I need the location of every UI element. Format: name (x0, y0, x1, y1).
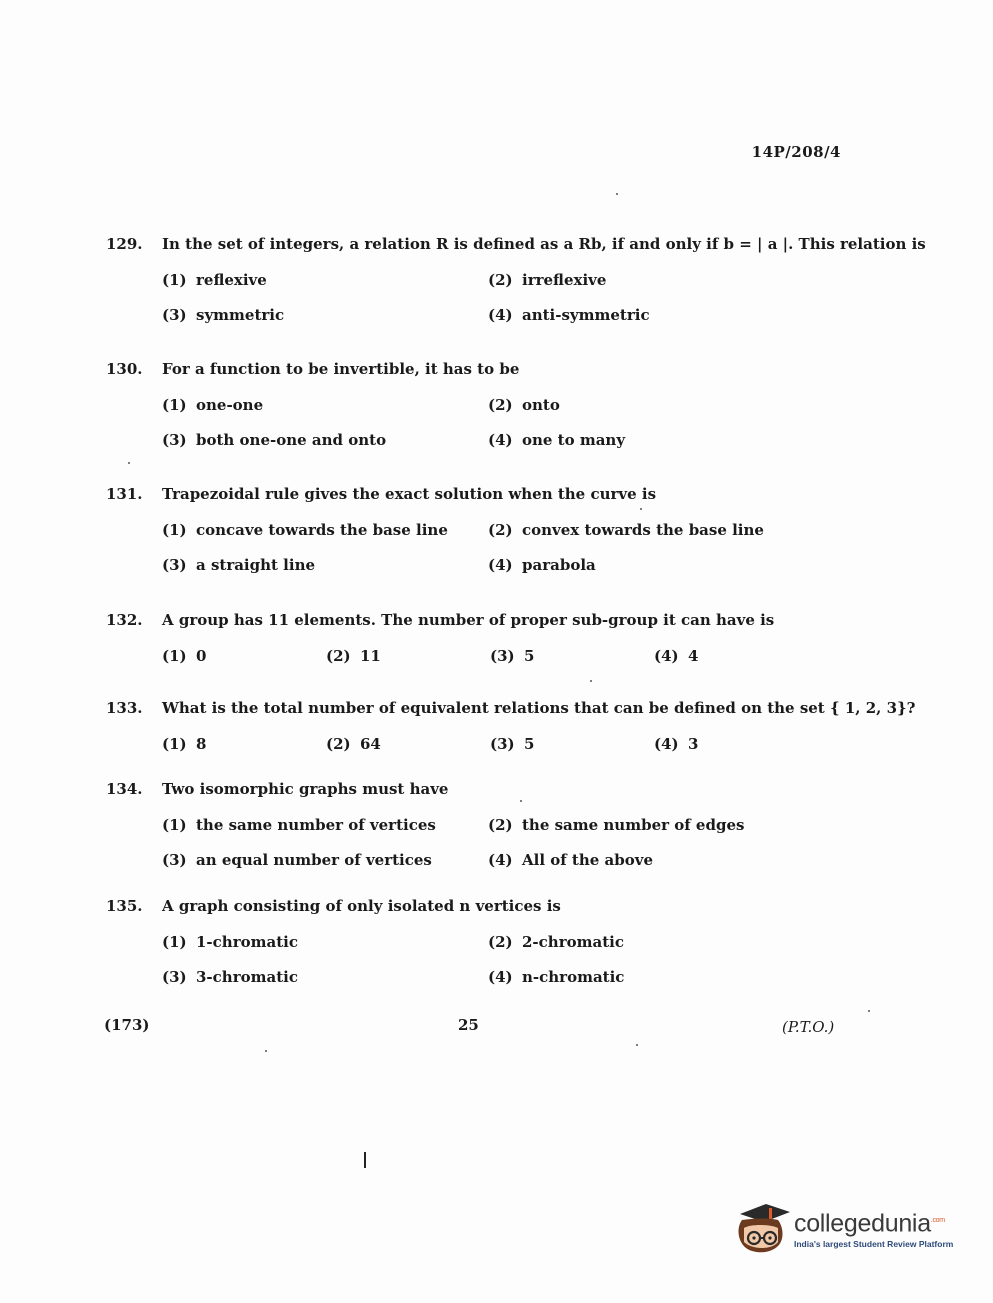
option (654, 735, 818, 757)
logo-name: collegedunia (794, 1209, 931, 1238)
option-number: (2) (488, 933, 513, 951)
option (488, 556, 814, 578)
option (488, 933, 814, 955)
logo-domain-suffix: .com (930, 1216, 945, 1224)
option-text: 0 (196, 647, 207, 665)
option-number: (2) (488, 816, 513, 834)
option-text: onto (522, 396, 560, 414)
scan-speck (590, 680, 592, 682)
scan-speck (128, 462, 130, 464)
option-text: reflexive (196, 271, 267, 289)
option (162, 556, 488, 578)
option-number: (2) (326, 647, 351, 665)
option-number: (3) (162, 556, 187, 574)
option-text: an equal number of vertices (196, 851, 432, 869)
option-number: (1) (162, 816, 187, 834)
option-number: (4) (654, 647, 679, 665)
option-text: 11 (360, 647, 381, 665)
question-text: What is the total number of equivalent relations that can be defined on the set { 1, 2, 3}? (162, 699, 916, 717)
option-text: irreflexive (522, 271, 607, 289)
option-number: (1) (162, 735, 187, 753)
option-text: symmetric (196, 306, 285, 324)
option-text: one to many (522, 431, 626, 449)
option-number: (1) (162, 933, 187, 951)
option-text: 3 (688, 735, 699, 753)
option-number: (2) (488, 271, 513, 289)
collegedunia-logo (732, 1196, 964, 1260)
option (162, 431, 488, 453)
option-text: concave towards the base line (196, 521, 448, 539)
pto-note: (P.T.O.) (782, 1018, 835, 1036)
option-text: All of the above (522, 851, 654, 869)
option-text: the same number of edges (522, 816, 745, 834)
option-text: n-chromatic (522, 968, 625, 986)
question-number: 130. (106, 360, 143, 378)
option (162, 271, 488, 293)
question-text: Trapezoidal rule gives the exact solution when the curve is (162, 485, 657, 503)
option-number: (4) (488, 556, 513, 574)
question-number: 129. (106, 235, 143, 253)
option-text: one-one (196, 396, 264, 414)
question-text: For a function to be invertible, it has to be (162, 360, 520, 378)
option (488, 431, 814, 453)
option-number: (1) (162, 521, 187, 539)
logo-text-block (794, 1207, 953, 1249)
option-number: (2) (488, 521, 513, 539)
option-number: (3) (162, 851, 187, 869)
option-text: 8 (196, 735, 207, 753)
option (162, 933, 488, 955)
question-130 (106, 360, 846, 453)
scan-speck (265, 1050, 267, 1052)
question-129 (106, 235, 926, 328)
option-number: (1) (162, 271, 187, 289)
scan-speck (868, 1010, 870, 1012)
question-number: 131. (106, 485, 143, 503)
option-text: a straight line (196, 556, 316, 574)
option (488, 521, 814, 543)
option-number: (2) (326, 735, 351, 753)
option-text: 5 (524, 647, 535, 665)
question-133 (106, 699, 916, 757)
option (326, 647, 490, 669)
option (488, 306, 814, 328)
question-text: A graph consisting of only isolated n vertices is (162, 897, 561, 915)
option-number: (3) (162, 968, 187, 986)
scan-speck (520, 800, 522, 802)
question-text: Two isomorphic graphs must have (162, 780, 449, 798)
option (162, 521, 488, 543)
option-number: (4) (488, 968, 513, 986)
question-135 (106, 897, 846, 990)
option-number: (1) (162, 396, 187, 414)
option-number: (3) (162, 431, 187, 449)
option-number: (3) (162, 306, 187, 324)
option (654, 647, 818, 669)
option (490, 647, 654, 669)
option (162, 647, 326, 669)
option (488, 968, 814, 990)
question-number: 134. (106, 780, 143, 798)
scan-speck (636, 1044, 638, 1046)
option (162, 968, 488, 990)
question-text: In the set of integers, a relation R is defined as a Rb, if and only if b = | a |. This relation is (162, 235, 926, 253)
question-number: 133. (106, 699, 143, 717)
scan-speck (616, 193, 618, 195)
question-number: 135. (106, 897, 143, 915)
option-text: the same number of vertices (196, 816, 436, 834)
option (488, 851, 814, 873)
option-text: 1-chromatic (196, 933, 298, 951)
option-number: (4) (488, 306, 513, 324)
option-text: 2-chromatic (522, 933, 624, 951)
option-text: 3-chromatic (196, 968, 298, 986)
option-text: 64 (360, 735, 381, 753)
option-number: (3) (490, 735, 515, 753)
option (162, 735, 326, 757)
option (162, 816, 488, 838)
option-text: 5 (524, 735, 535, 753)
student-mascot-icon (732, 1198, 792, 1258)
logo-tagline: India's largest Student Review Platform (794, 1239, 954, 1250)
question-132 (106, 611, 846, 669)
option (162, 306, 488, 328)
question-number: 132. (106, 611, 143, 629)
option-text: both one-one and onto (196, 431, 387, 449)
question-134 (106, 780, 846, 873)
option-text: anti-symmetric (522, 306, 650, 324)
option-number: (1) (162, 647, 187, 665)
option-number: (4) (488, 431, 513, 449)
option (488, 271, 814, 293)
option-number: (4) (654, 735, 679, 753)
booklet-code: (173) (104, 1016, 150, 1034)
scan-mark (364, 1152, 366, 1168)
option-text: 4 (688, 647, 699, 665)
option (326, 735, 490, 757)
question-text: A group has 11 elements. The number of proper sub-group it can have is (162, 611, 775, 629)
page-number: 25 (458, 1016, 479, 1034)
option (490, 735, 654, 757)
option-number: (3) (490, 647, 515, 665)
question-131 (106, 485, 846, 578)
option-text: convex towards the base line (522, 521, 764, 539)
option-number: (4) (488, 851, 513, 869)
option-text: parabola (522, 556, 596, 574)
option (488, 396, 814, 418)
option (162, 396, 488, 418)
paper-code: 14P/208/4 (751, 143, 841, 161)
option-number: (2) (488, 396, 513, 414)
logo-wordmark (794, 1207, 953, 1237)
option (162, 851, 488, 873)
scan-speck (640, 508, 642, 510)
option (488, 816, 814, 838)
